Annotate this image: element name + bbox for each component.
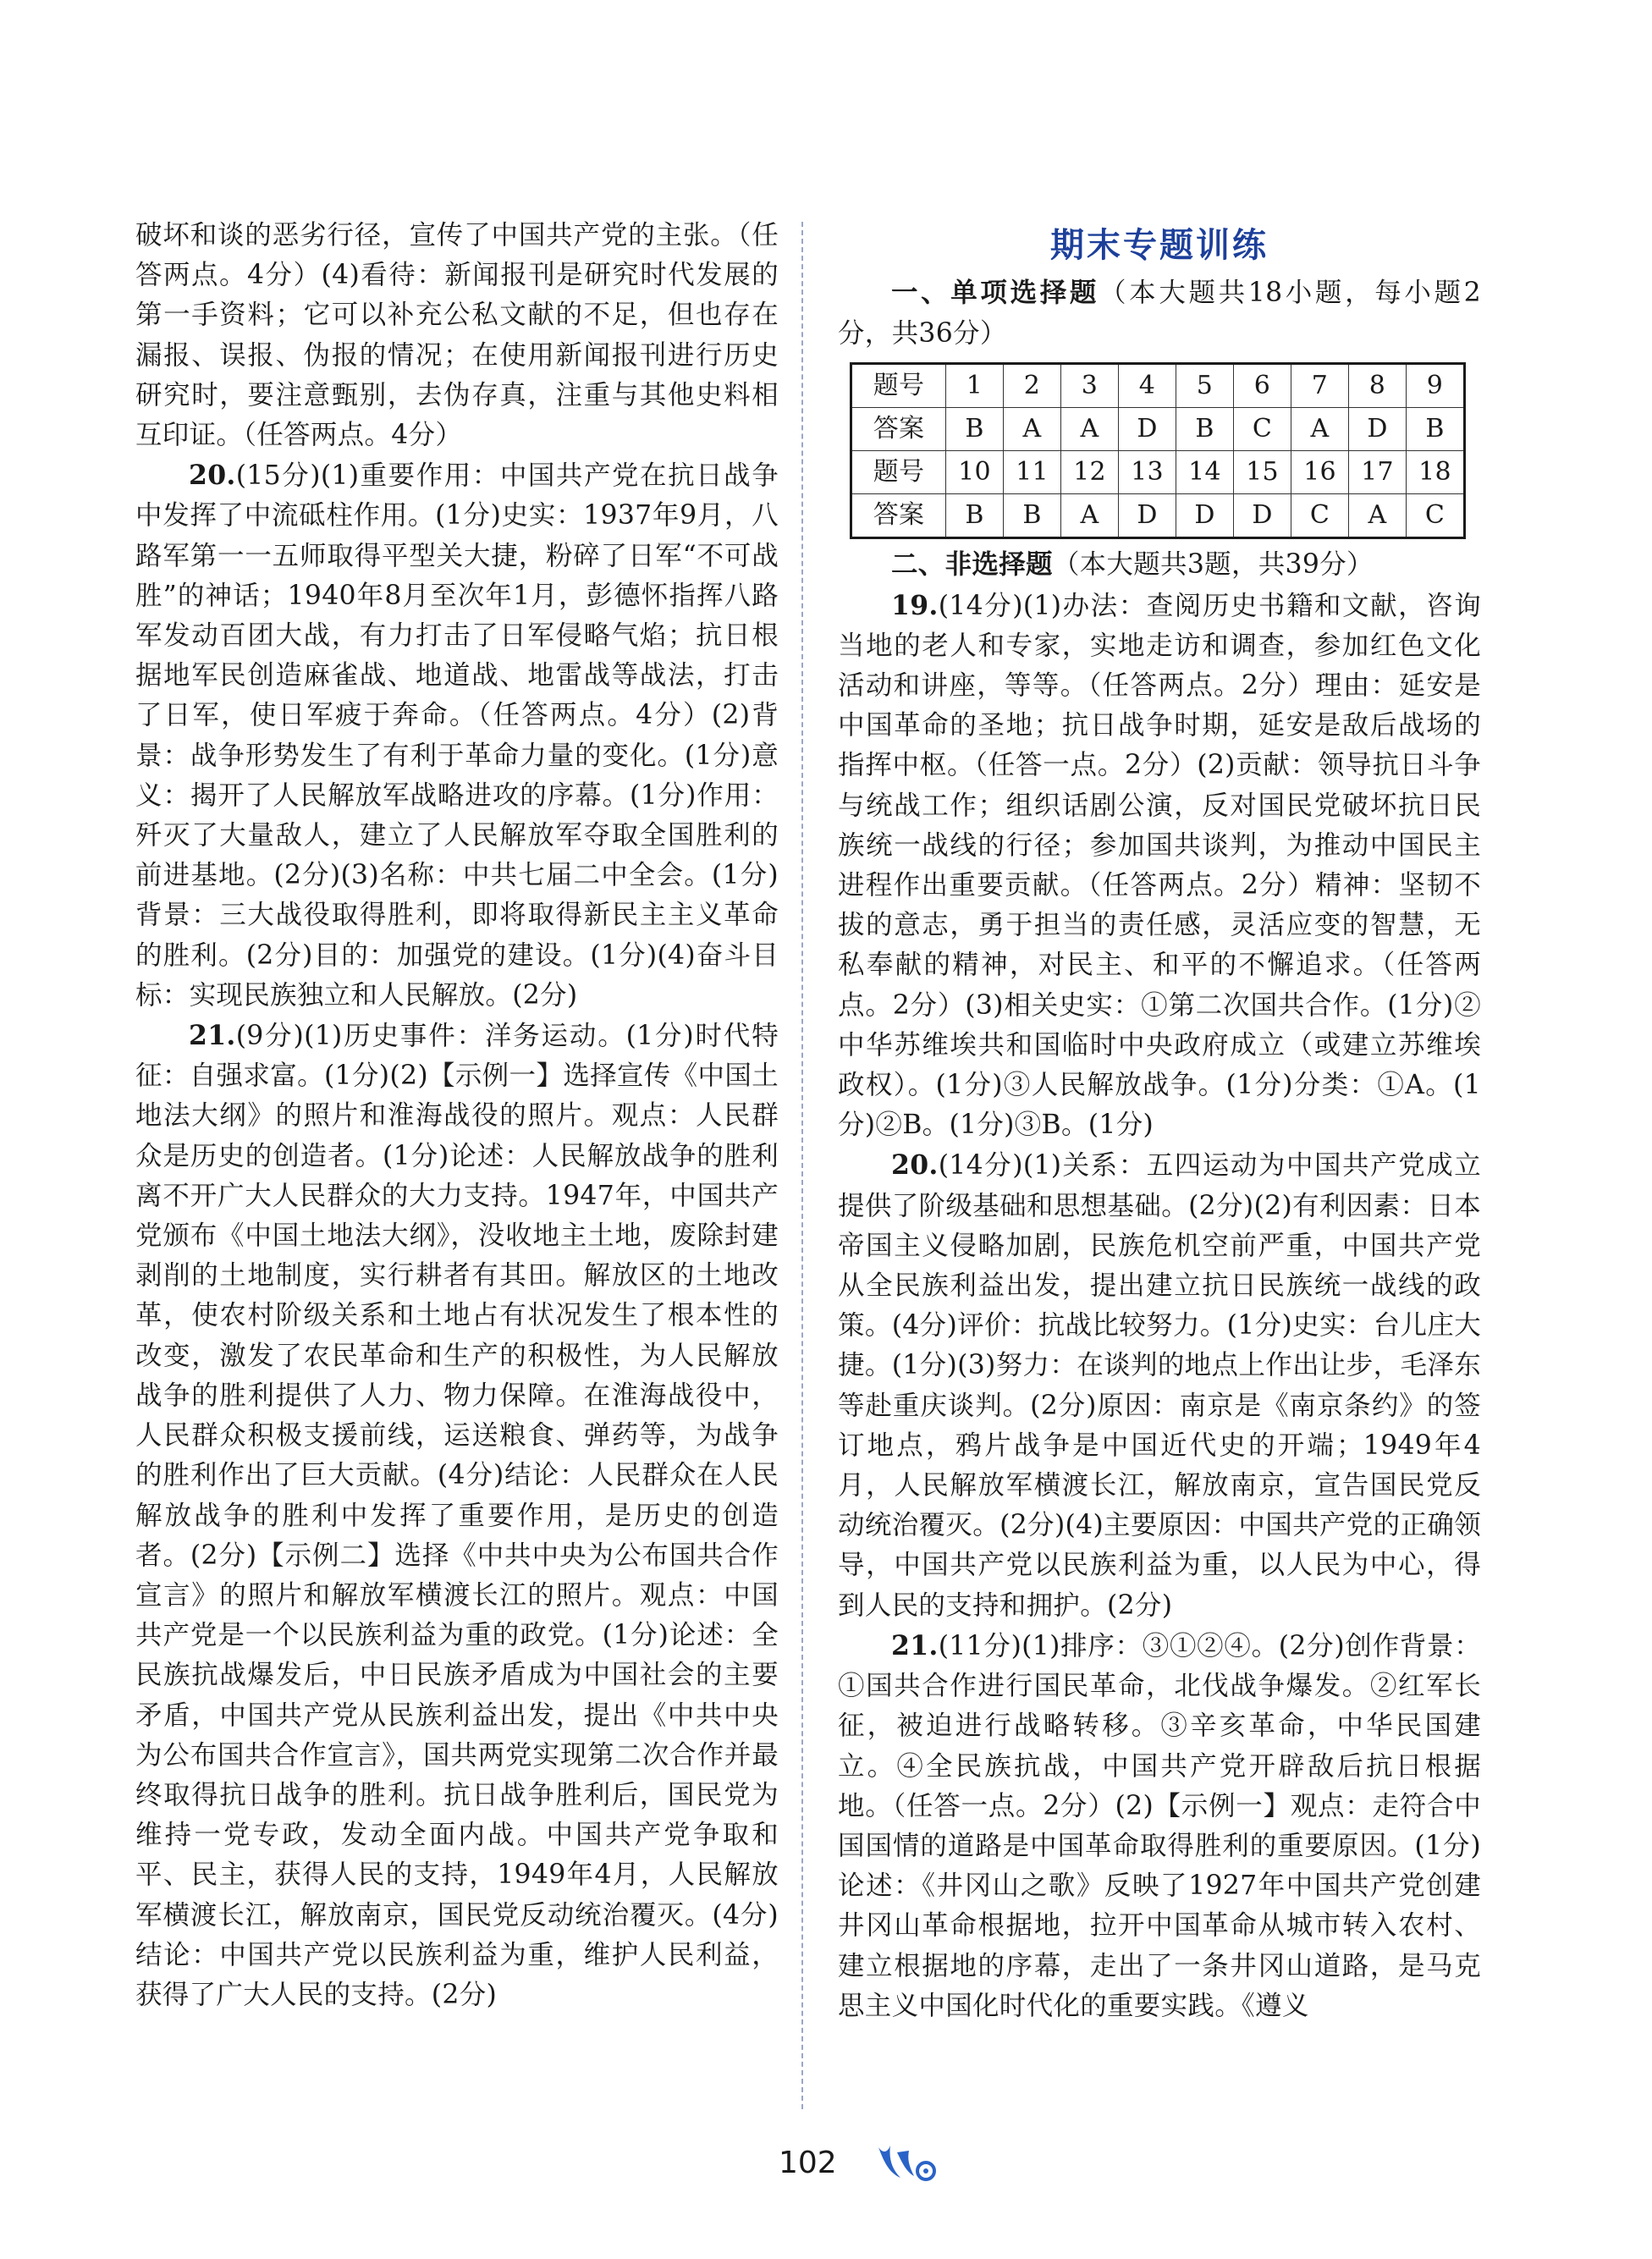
- section-note: （本大题共3题，共39分）: [1052, 549, 1374, 581]
- answer-table-row: [851, 408, 1465, 451]
- answer-table-cell: 10: [946, 451, 1004, 494]
- left-paragraph-0: [135, 216, 779, 455]
- answer-table-cell: C: [1291, 494, 1349, 538]
- left-paragraph-2: [135, 1016, 779, 2015]
- answer-table-cell: 9: [1407, 364, 1465, 408]
- answer-table-cell: B: [1176, 408, 1234, 451]
- answer-table-cell: D: [1234, 494, 1291, 538]
- column-divider: [801, 222, 803, 2109]
- answer-table-cell: A: [1291, 408, 1349, 451]
- answer-table-cell: B: [1407, 408, 1465, 451]
- section-heading-non-choice: [838, 544, 1481, 585]
- paragraph-text: (14分)(1)办法：查阅历史书籍和文献，咨询当地的老人和专家，实地走访和调查，参加红色文化活动和讲座，等等。（任答两点。2分）理由：延安是中国革命的圣地；抗日战争时期，延安是敌后战场的指挥中枢。（任答一点。2分）(2)贡献：领导抗日斗争与统战工作；组织话剧公演，反对国民党破坏抗日民族统一战线的行径；参加国共谈判，为推动中国民主进程作出重要贡献。（任答两点。2分）精神：坚韧不拔的意志，勇于担当的责任感，灵活应变的智慧，无私奉献的精神，对民主、和平的不懈追求。（任答两点。2分）(3)相关史实：①第二次国共合作。(1分)②中华苏维埃共和国临时中央政府成立（或建立苏维埃政权）。(1分)③人民解放战争。(1分)分类：①A。(1分)②B。(1分)③B。(1分): [838, 590, 1481, 1141]
- right-paragraph-20: [838, 1145, 1481, 1625]
- answer-table-cell: 12: [1061, 451, 1119, 494]
- paragraph-text: (9分)(1)历史事件：洋务运动。(1分)时代特征：自强求富。(1分)(2)【示例一】选择宣传《中国土地法大纲》的照片和淮海战役的照片。观点：人民群众是历史的创造者。(1分)论述：人民解放战争的胜利离不开广大人民群众的大力支持。1947年，中国共产党颁布《中国土地法大纲》，没收地主土地，废除封建剥削的土地制度，实行耕者有其田。解放区的土地改革，使农村阶级关系和土地占有状况发生了根本性的改变，激发了农民革命和生产的积极性，为人民解放战争的胜利提供了人力、物力保障。在淮海战役中，人民群众积极支援前线，运送粮食、弹药等，为战争的胜利作出了巨大贡献。(4分)结论：人民群众在人民解放战争的胜利中发挥了重要作用，是历史的创造者。(2分)【示例二】选择《中共中央为公布国共合作宣言》的照片和解放军横渡长江的照片。观点：中国共产党是一个以民族利益为重的政党。(1分)论述：全民族抗战爆发后，中日民族矛盾成为中国社会的主要矛盾，中国共产党从民族利益出发，提出《中共中央为公布国共合作宣言》，国共两党实现第二次合作并最终取得抗日战争的胜利。抗日战争胜利后，国民党为维持一党专政，发动全面内战。中国共产党争取和平、民主，获得人民的支持，1949年4月，人民解放军横渡长江，解放南京，国民党反动统治覆灭。(4分)结论：中国共产党以民族利益为重，维护人民利益，获得了广大人民的支持。(2分): [135, 1021, 779, 2010]
- question-number: 21.: [189, 1020, 236, 1052]
- left-paragraph-1: [135, 455, 779, 1016]
- answer-table-row-header: 题号: [851, 451, 946, 494]
- answer-table-cell: 3: [1061, 364, 1119, 408]
- page-number: 102: [779, 2146, 837, 2180]
- section-note: （本大题共18小题，每小题2分，共36分）: [838, 278, 1482, 350]
- answer-table-cell: 11: [1004, 451, 1061, 494]
- section-label: 二、非选择题: [891, 548, 1053, 581]
- section-label: 一、单项选择题: [891, 277, 1100, 308]
- answer-table-cell: 8: [1349, 364, 1407, 408]
- answer-table-cell: D: [1176, 494, 1234, 538]
- answer-table-cell: B: [1004, 494, 1061, 538]
- section-title: 期末专题训练: [1050, 225, 1269, 265]
- answer-table-cell: A: [1004, 408, 1061, 451]
- question-number: 20.: [891, 1149, 939, 1182]
- answer-table-row: [851, 451, 1465, 494]
- wave-logo-icon: [872, 2141, 939, 2191]
- answer-table-cell: 17: [1349, 451, 1407, 494]
- answer-table-row: [851, 494, 1465, 538]
- answer-table-cell: 13: [1119, 451, 1176, 494]
- page-footer: [0, 2146, 1652, 2188]
- answer-table-cell: C: [1407, 494, 1465, 538]
- answer-table-cell: 14: [1176, 451, 1234, 494]
- left-column: [135, 216, 779, 2015]
- answer-table-cell: C: [1234, 408, 1291, 451]
- answer-table-row-header: 答案: [851, 494, 946, 538]
- answer-table-cell: 5: [1176, 364, 1234, 408]
- answer-table-cell: A: [1349, 494, 1407, 538]
- paragraph-text: 破坏和谈的恶劣行径，宣传了中国共产党的主张。（任答两点。4分）(4)看待：新闻报刊是研究时代发展的第一手资料；它可以补充公私文献的不足，但也存在漏报、误报、伪报的情况；在使用新闻报刊进行历史研究时，要注意甄别，去伪存真，注重与其他史料相互印证。（任答两点。4分）: [135, 220, 779, 451]
- answer-table-cell: D: [1119, 408, 1176, 451]
- answer-table-cell: 18: [1407, 451, 1465, 494]
- answer-table-row-header: 题号: [851, 364, 946, 408]
- answer-table-cell: 15: [1234, 451, 1291, 494]
- paragraph-text: (15分)(1)重要作用：中国共产党在抗日战争中发挥了中流砥柱作用。(1分)史实：1937年9月，八路军第一一五师取得平型关大捷，粉碎了日军“不可战胜”的神话；1940年8月至次年1月，彭德怀指挥八路军发动百团大战，有力打击了日军侵略气焰；抗日根据地军民创造麻雀战、地道战、地雷战等战法，打击了日军，使日军疲于奔命。（任答两点。4分）(2)背景：战争形势发生了有利于革命力量的变化。(1分)意义：揭开了人民解放军战略进攻的序幕。(1分)作用：歼灭了大量敌人，建立了人民解放军夺取全国胜利的前进基地。(2分)(3)名称：中共七届二中全会。(1分)背景：三大战役取得胜利，即将取得新民主主义革命的胜利。(2分)目的：加强党的建设。(1分)(4)奋斗目标：实现民族独立和人民解放。(2分): [135, 460, 779, 1011]
- answer-table-row-header: 答案: [851, 408, 946, 451]
- answer-table-cell: 6: [1234, 364, 1291, 408]
- paragraph-text: (11分)(1)排序：③①②④。(2分)创作背景：①国共合作进行国民革命，北伐战争爆发。②红军长征，被迫进行战略转移。③辛亥革命，中华民国建立。④全民族抗战，中国共产党开辟敌后抗日根据地。（任答一点。2分）(2)【示例一】观点：走符合中国国情的道路是中国革命取得胜利的重要原因。(1分)论述：《井冈山之歌》反映了1927年中国共产党创建井冈山革命根据地，拉开中国革命从城市转入农村、建立根据地的序幕，走出了一条井冈山道路，是马克思主义中国化时代化的重要实践。《遵义: [838, 1630, 1481, 2021]
- question-number: 21.: [891, 1629, 939, 1661]
- answer-table-cell: 2: [1004, 364, 1061, 408]
- answer-table-cell: B: [946, 408, 1004, 451]
- answer-table-cell: B: [946, 494, 1004, 538]
- question-number: 19.: [891, 589, 939, 621]
- right-paragraph-19: [838, 586, 1481, 1146]
- answer-table-cell: 1: [946, 364, 1004, 408]
- right-column: [838, 222, 1481, 2026]
- question-number: 20.: [189, 460, 236, 492]
- section-heading-single-choice: [838, 273, 1481, 354]
- paragraph-text: (14分)(1)关系：五四运动为中国共产党成立提供了阶级基础和思想基础。(2分)(2)有利因素：日本帝国主义侵略加剧，民族危机空前严重，中国共产党从全民族利益出发，提出建立抗日民族统一战线的政策。(4分)评价：抗战比较努力。(1分)史实：台儿庄大捷。(1分)(3)努力：在谈判的地点上作出让步，毛泽东等赴重庆谈判。(2分)原因：南京是《南京条约》的签订地点，鸦片战争是中国近代史的开端；1949年4月，人民解放军横渡长江，解放南京，宣告国民党反动统治覆灭。(2分)(4)主要原因：中国共产党的正确领导，中国共产党以民族利益为重，以人民为中心，得到人民的支持和拥护。(2分): [838, 1150, 1481, 1621]
- right-paragraph-21: [838, 1626, 1481, 2026]
- answer-table-cell: 4: [1119, 364, 1176, 408]
- answer-table-row: [851, 364, 1465, 408]
- answer-table-cell: D: [1119, 494, 1176, 538]
- answer-table-cell: 7: [1291, 364, 1349, 408]
- answer-table-cell: D: [1349, 408, 1407, 451]
- answer-table: [850, 362, 1466, 539]
- answer-table-cell: A: [1061, 408, 1119, 451]
- answer-table-cell: A: [1061, 494, 1119, 538]
- answer-table-cell: 16: [1291, 451, 1349, 494]
